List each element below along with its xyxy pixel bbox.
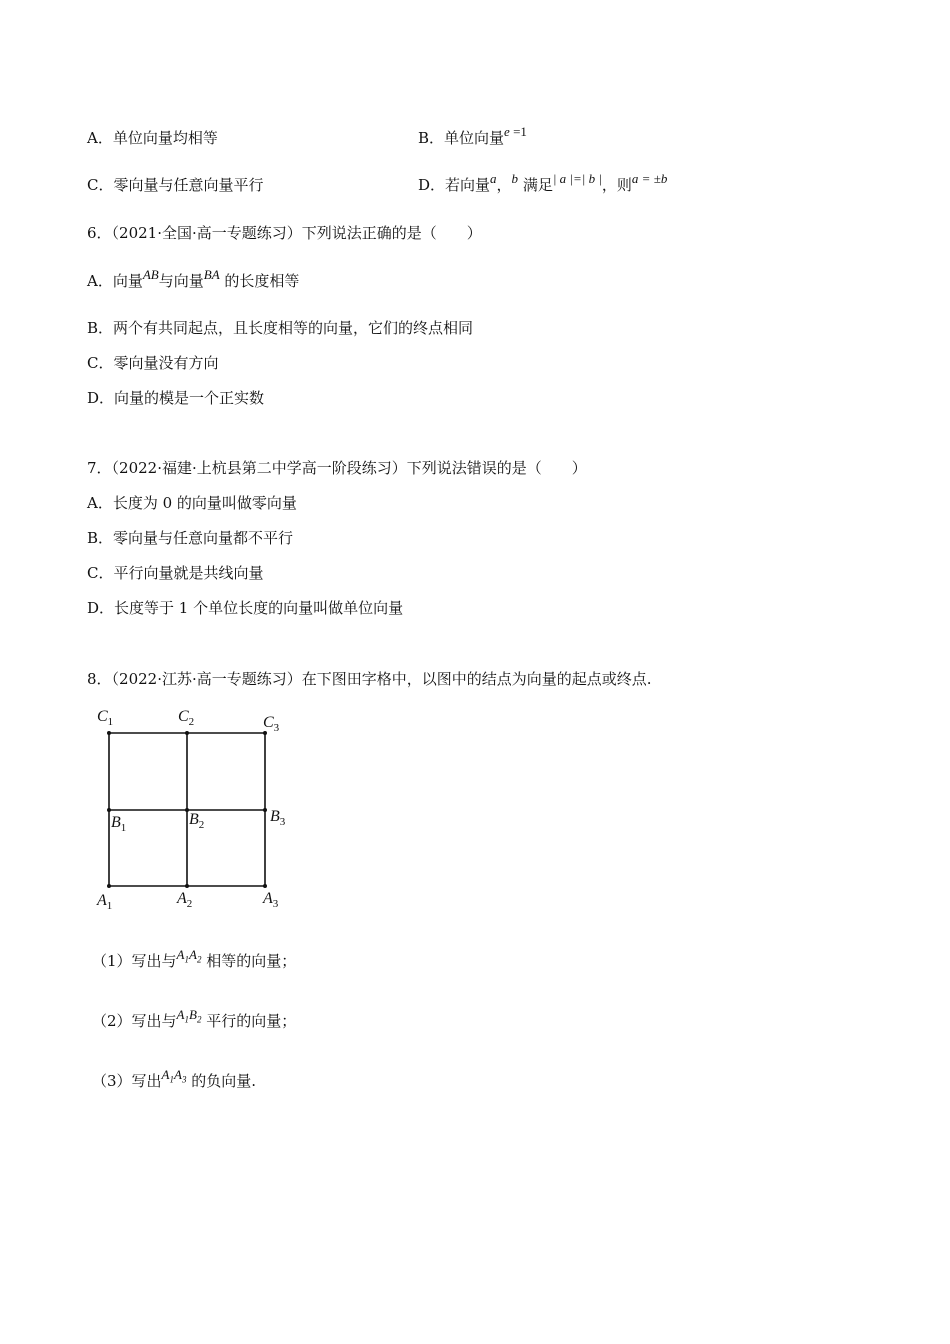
q7-option-d: D．长度等于 1 个单位长度的向量叫做单位向量 — [87, 599, 404, 617]
q6-option-a-mid: 与向量 — [158, 272, 204, 290]
q5-option-d-mid: 满足 — [518, 176, 553, 194]
grid-figure — [90, 705, 300, 920]
q8-part-1-vector: $A_1A_2$ — [176, 947, 202, 965]
q5-option-d-prefix: D．若向量 — [418, 176, 491, 194]
label-a1: $A_1$ — [97, 892, 113, 913]
q6-option-c: C．零向量没有方向 — [87, 354, 219, 372]
q8-part-2-prefix: （2）写出与 — [92, 1012, 177, 1030]
label-b2: $B_2$ — [189, 811, 205, 832]
q5-option-b-math-eq: =1 — [509, 124, 527, 139]
q7-option-a: A．长度为 0 的向量叫做零向量 — [87, 494, 297, 512]
q8-part-3-prefix: （3）写出 — [92, 1072, 162, 1090]
q5-option-d-then: ，则 — [601, 176, 632, 194]
q8-part-3-vector: $A_1A_3$ — [161, 1067, 187, 1085]
q8-part-1-prefix: （1）写出与 — [92, 952, 177, 970]
node-a3 — [263, 884, 267, 888]
node-b3 — [263, 808, 267, 812]
node-c2 — [185, 731, 189, 735]
q8-part-1-suffix: 相等的向量； — [201, 952, 297, 970]
q6-option-d: D．向量的模是一个正实数 — [87, 389, 265, 407]
label-c1: $C_1$ — [97, 708, 114, 729]
q6-option-a-prefix: A．向量 — [87, 272, 143, 290]
q5-option-d — [418, 171, 668, 197]
q6-option-b: B．两个有共同起点，且长度相等的向量，它们的终点相同 — [87, 319, 474, 337]
q5-option-b — [418, 124, 527, 150]
label-a2: $A_2$ — [177, 890, 193, 911]
q5-option-a: A．单位向量均相等 — [87, 129, 218, 147]
q8-part-1 — [92, 947, 297, 978]
label-c2: $C_2$ — [178, 708, 195, 729]
label-a3: $A_3$ — [263, 890, 279, 911]
node-a1 — [107, 884, 111, 888]
node-c1 — [107, 731, 111, 735]
node-b1 — [107, 808, 111, 812]
q6-option-a-suffix: 的长度相等 — [219, 272, 300, 290]
q7-option-b: B．零向量与任意向量都不平行 — [87, 529, 294, 547]
q6-vector-ab: AB — [142, 267, 159, 282]
q6-stem: 6．（2021·全国·高一专题练习）下列说法正确的是（ ） — [87, 224, 482, 242]
q5-option-c: C．零向量与任意向量平行 — [87, 176, 264, 194]
q6-option-a — [87, 267, 300, 293]
q8-stem: 8．（2022·江苏·高一专题练习）在下图田字格中，以图中的结点为向量的起点或终点. — [87, 670, 652, 688]
node-a2 — [185, 884, 189, 888]
q7-option-c: C．平行向量就是共线向量 — [87, 564, 264, 582]
q8-part-2-vector: $A_1B_2$ — [176, 1007, 202, 1025]
q8-part-3-suffix: 的负向量. — [186, 1072, 256, 1090]
label-b1: $B_1$ — [111, 814, 127, 835]
q8-part-2 — [92, 1007, 297, 1038]
q5-option-d-comma: ， — [496, 176, 512, 194]
q5-option-b-math-e: e — [504, 124, 510, 139]
label-c3: $C_3$ — [263, 714, 280, 735]
label-b3: $B_3$ — [270, 808, 286, 829]
q5-option-b-text: B．单位向量 — [418, 129, 505, 147]
q5-option-d-b: b — [511, 171, 519, 186]
q7-stem: 7．（2022·福建·上杭县第二中学高一阶段练习）下列说法错误的是（ ） — [87, 459, 587, 477]
q6-vector-ba: BA — [203, 267, 220, 282]
q5-option-d-a: a — [490, 171, 497, 186]
q5-option-d-abs: | a |=| b | — [552, 171, 602, 186]
q8-part-2-suffix: 平行的向量； — [201, 1012, 297, 1030]
q8-part-3 — [92, 1067, 256, 1098]
q5-option-d-result: a = ±b — [631, 171, 668, 186]
